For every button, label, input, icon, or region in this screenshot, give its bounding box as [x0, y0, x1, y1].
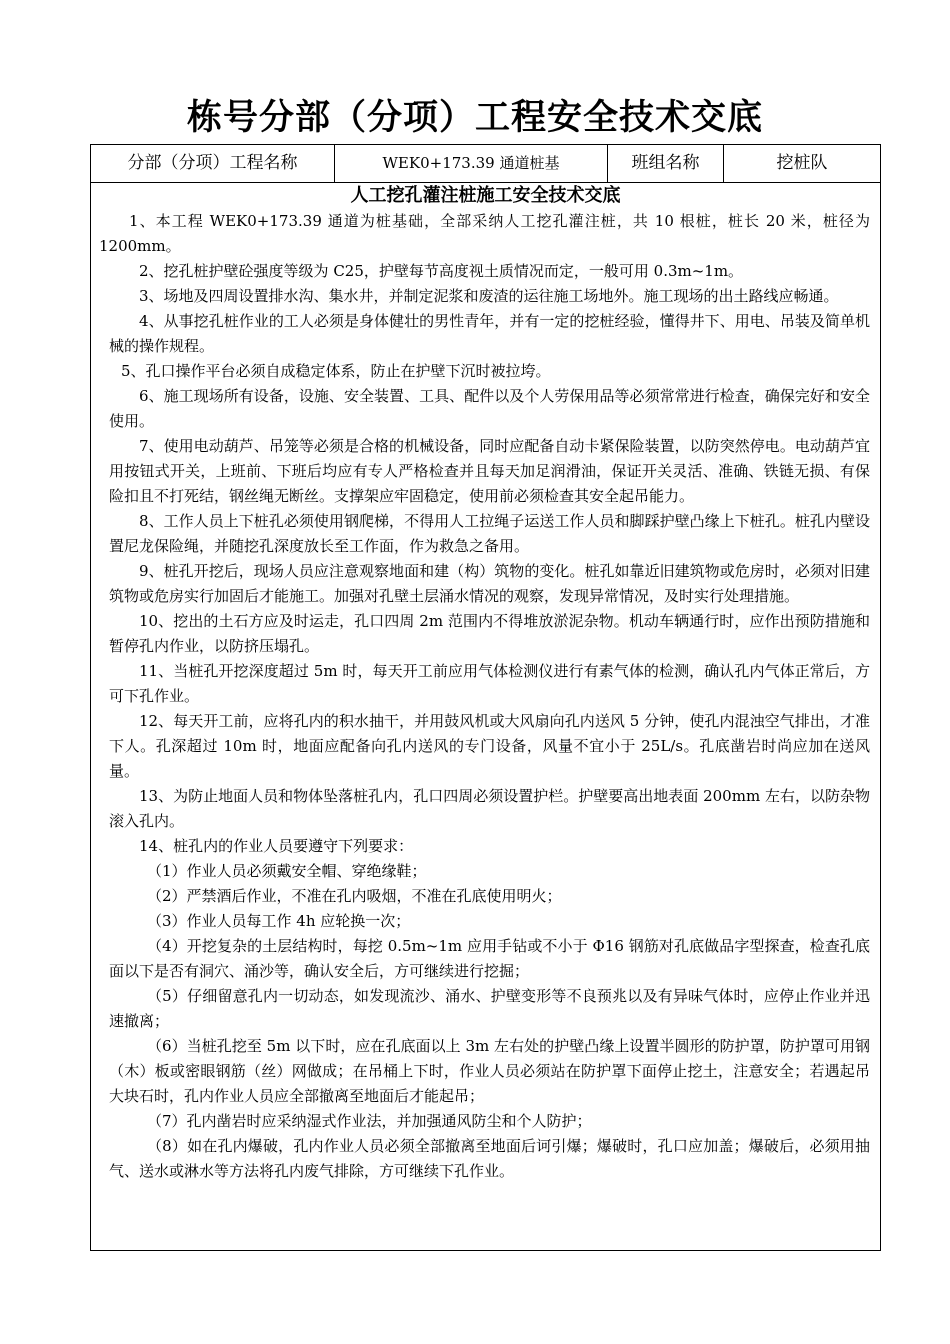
clause-11: 11、当桩孔开挖深度超过 5m 时，每天开工前应用气体检测仪进行有素气体的检测，确认孔内气体正常后，方可下孔作业。: [109, 662, 870, 705]
requirement-7: （7）孔内凿岩时应采纳湿式作业法，并加强通风防尘和个人防护；: [147, 1112, 592, 1130]
clause-8: 8、工作人员上下桩孔必须使用钢爬梯，不得用人工拉绳子运送工作人员和脚踩护壁凸缘上下桩孔。桩孔内壁设置尼龙保险绳，并随挖孔深度放长至工作面，作为救急之备用。: [109, 512, 870, 555]
requirement-5: （5）仔细留意孔内一切动态，如发现流沙、涌水、护壁变形等不良预兆以及有异味气体时，应停止作业并迅速撤离；: [109, 987, 870, 1030]
requirement-8: （8）如在孔内爆破，孔内作业人员必须全部撤离至地面后诃引爆；爆破时，孔口应加盖；爆破后，必须用抽气、送水或淋水等方法将孔内废气排除，方可继续下孔作业。: [109, 1137, 870, 1180]
clause-9: 9、桩孔开挖后，现场人员应注意观察地面和建（构）筑物的变化。桩孔如靠近旧建筑物或危房时，必须对旧建筑物或危房实行加固后才能施工。加强对孔壁土层涌水情况的观察，发现异常情况，及时实行处理措施。: [109, 562, 870, 605]
clause-5: 5、孔口操作平台必须自成稳定体系，防止在护壁下沉时被拉垮。: [121, 362, 551, 380]
clause-7: 7、使用电动葫芦、吊笼等必须是合格的机械设备，同时应配备自动卡紧保险装置，以防突然停电。电动葫芦宜用按钮式开关，上班前、下班后均应有专人严格检查并且每天加足润滑油，保证开关灵活、准确、铁链无损、有保险扣且不打死结，钢丝绳无断丝。支撑架应牢固稳定，使用前必须检查其安全起吊能力。: [109, 437, 870, 505]
team-name-value: 挖桩队: [776, 153, 828, 173]
clause-12: 12、每天开工前，应将孔内的积水抽干，并用鼓风机或大风扇向孔内送风 5 分钟，使孔内混浊空气排出，才准下人。孔深超过 10m 时，地面应配备向孔内送风的专门设备，风量不宜小于 25L/s。孔底凿岩时尚应加在送风量。: [109, 712, 870, 780]
clause-10: 10、挖出的土石方应及时运走，孔口四周 2m 范围内不得堆放淤泥杂物。机动车辆通行时，应作出预防措施和暂停孔内作业，以防挤压塌孔。: [109, 612, 870, 655]
requirement-3: （3）作业人员每工作 4h 应轮换一次；: [147, 912, 411, 930]
clause-2: 2、挖孔桩护壁砼强度等级为 C25，护壁每节高度视土质情况而定，一般可用 0.3m~1m。: [139, 262, 744, 280]
page-title: 栋号分部（分项）工程安全技术交底: [186, 97, 763, 138]
clause-13: 13、为防止地面人员和物体坠落桩孔内，孔口四周必须设置护栏。护壁要高出地表面 200mm 左右，以防杂物滚入孔内。: [109, 787, 870, 830]
clause-6: 6、施工现场所有设备，设施、安全装置、工具、配件以及个人劳保用品等必须常常进行检查，确保完好和安全使用。: [109, 387, 870, 430]
requirement-4: （4）开挖复杂的土层结构时，每挖 0.5m~1m 应用手钻或不小于 Φ16 钢筋对孔底做品字型探查，检查孔底面以下是否有洞穴、涌沙等，确认安全后，方可继续进行挖掘；: [109, 937, 870, 980]
team-name-label: 班组名称: [608, 145, 724, 182]
clause-1: 1、本工程 WEK0+173.39 通道为桩基础，全部采纳人工挖孔灌注桩，共 10 根桩，桩长 20 米，桩径为 1200mm。: [99, 212, 870, 255]
project-name-value: WEK0+173.39 通道桩基: [335, 145, 608, 182]
briefing-body: [91, 183, 880, 1184]
requirement-2: （2）严禁酒后作业，不准在孔内吸烟，不准在孔底使用明火；: [147, 887, 562, 905]
clause-3: 3、场地及四周设置排水沟、集水井，并制定泥浆和废渣的运往施工场地外。施工现场的出土路线应畅通。: [139, 287, 839, 305]
project-name-label: 分部（分项）工程名称: [91, 145, 335, 182]
section-title: 人工挖孔灌注桩施工安全技术交底: [350, 185, 621, 206]
safety-briefing-table: [90, 144, 881, 1251]
clause-14: 14、桩孔内的作业人员要遵守下列要求：: [139, 837, 414, 855]
requirement-6: （6）当桩孔挖至 5m 以下时，应在孔底面以上 3m 左右处的护壁凸缘上设置半圆形的防护罩，防护罩可用钢（木）板或密眼钢筋（丝）网做成；在吊桶上下时，作业人员必须站在防护罩下面停止挖土，注意安全；若遇起吊大块石时，孔内作业人员应全部撤离至地面后才能起吊；: [109, 1037, 870, 1105]
header-row: [91, 145, 880, 183]
requirement-1: （1）作业人员必须戴安全帽、穿绝缘鞋；: [147, 862, 427, 880]
clause-4: 4、从事挖孔桩作业的工人必须是身体健壮的男性青年，并有一定的挖桩经验，懂得井下、用电、吊装及简单机械的操作规程。: [109, 312, 870, 355]
